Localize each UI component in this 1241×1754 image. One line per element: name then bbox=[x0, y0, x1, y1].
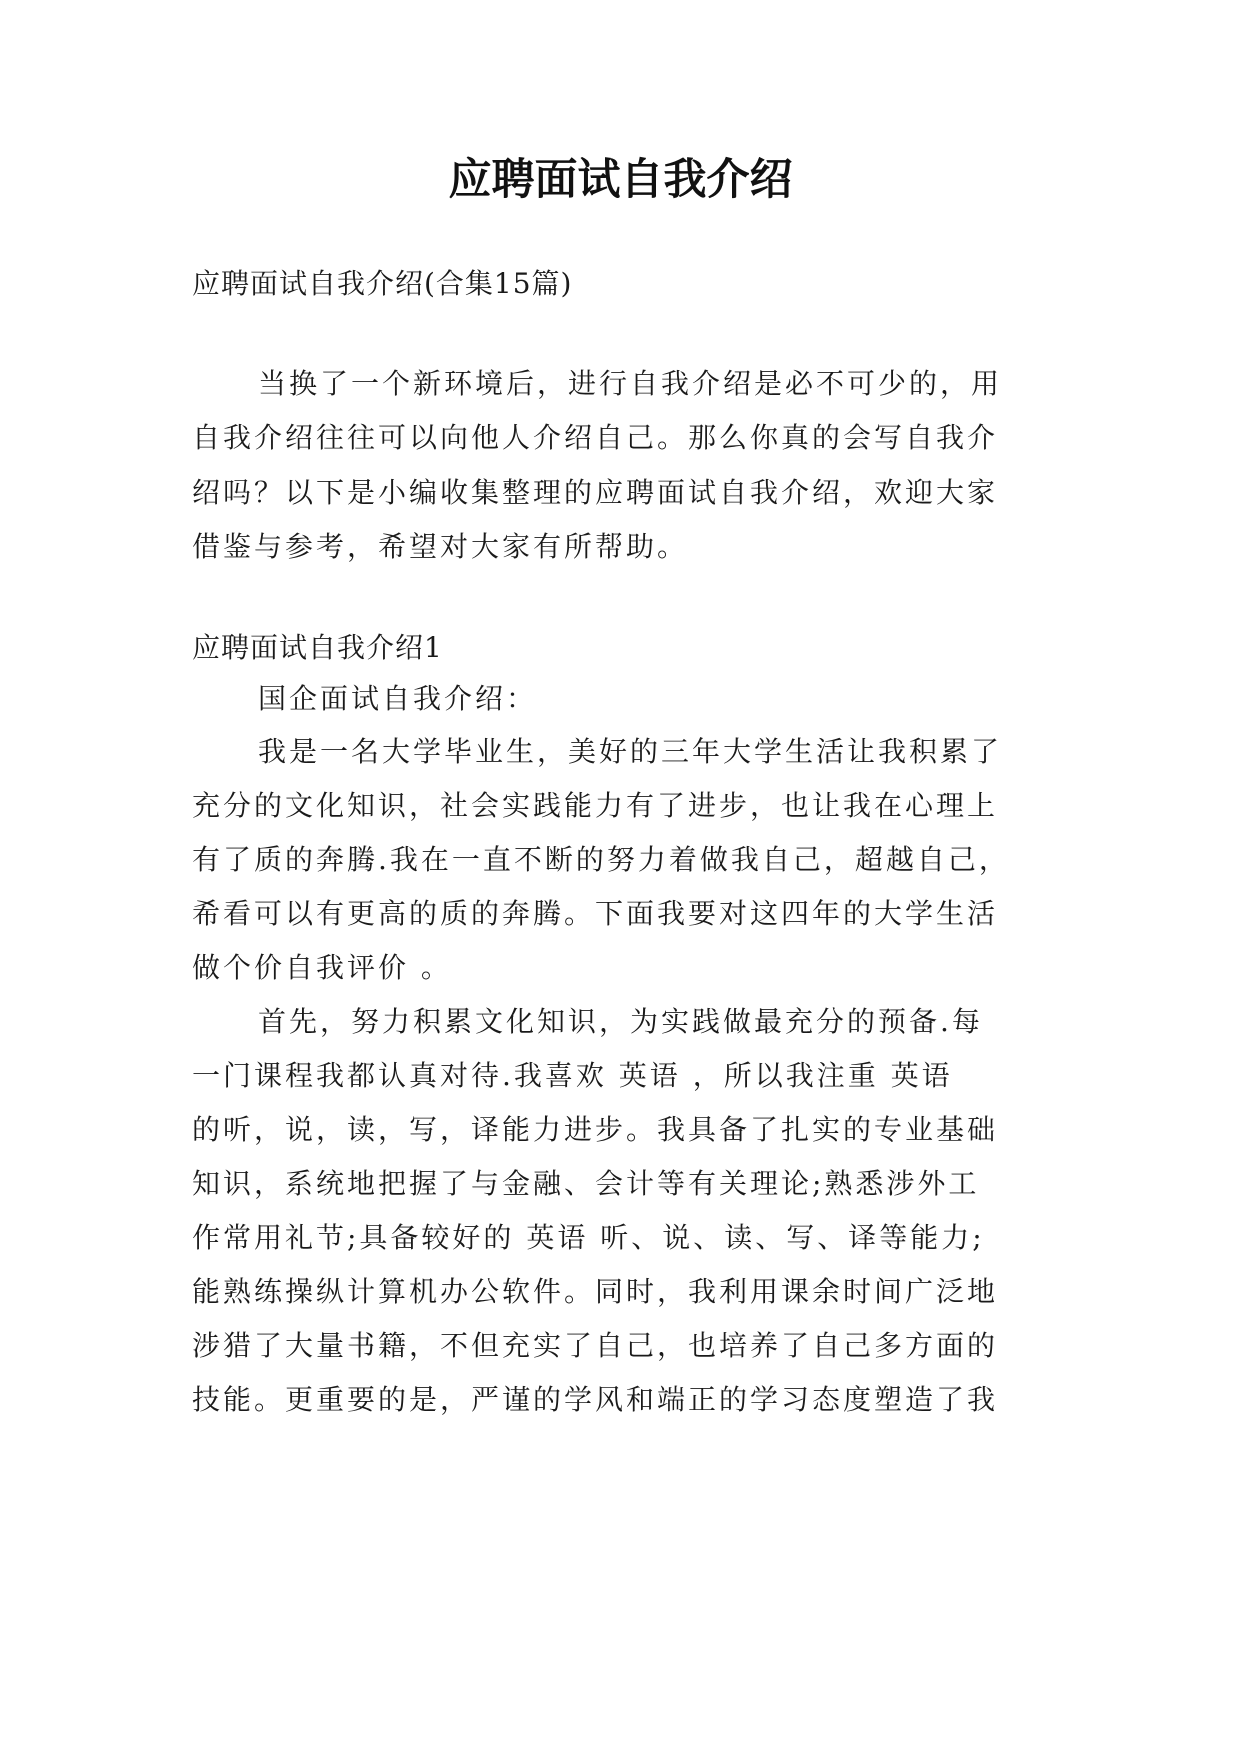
document-subtitle: 应聘面试自我介绍(合集15篇) bbox=[192, 267, 573, 300]
intro-line: 借鉴与参考，希望对大家有所帮助。 bbox=[192, 530, 689, 563]
section-subheading: 国企面试自我介绍： bbox=[258, 682, 538, 715]
paragraph-line: 一门课程我都认真对待.我喜欢 英语 ，所以我注重 英语 bbox=[192, 1059, 953, 1092]
intro-line: 自我介绍往往可以向他人介绍自己。那么你真的会写自我介 bbox=[192, 421, 999, 454]
paragraph-line: 作常用礼节;具备较好的 英语 听、说、读、写、译等能力; bbox=[192, 1221, 985, 1254]
paragraph-line: 的听，说，读，写，译能力进步。我具备了扎实的专业基础 bbox=[192, 1113, 999, 1146]
paragraph-line: 技能。更重要的是，严谨的学风和端正的学习态度塑造了我 bbox=[192, 1383, 999, 1416]
paragraph-line: 知识，系统地把握了与金融、会计等有关理论;熟悉涉外工 bbox=[192, 1167, 980, 1200]
document-title: 应聘面试自我介绍 bbox=[448, 155, 793, 205]
section-heading: 应聘面试自我介绍1 bbox=[192, 631, 443, 664]
paragraph-line: 做个价自我评价 。 bbox=[192, 951, 452, 984]
intro-line: 绍吗？以下是小编收集整理的应聘面试自我介绍，欢迎大家 bbox=[192, 476, 999, 509]
paragraph-line: 有了质的奔腾.我在一直不断的努力着做我自己，超越自己， bbox=[192, 843, 1010, 876]
paragraph-line: 希看可以有更高的质的奔腾。下面我要对这四年的大学生活 bbox=[192, 897, 999, 930]
paragraph-line: 我是一名大学毕业生，美好的三年大学生活让我积累了 bbox=[258, 735, 1003, 768]
paragraph-line: 充分的文化知识，社会实践能力有了进步，也让我在心理上 bbox=[192, 789, 999, 822]
paragraph-line: 涉猎了大量书籍，不但充实了自己，也培养了自己多方面的 bbox=[192, 1329, 999, 1362]
paragraph-line: 首先，努力积累文化知识，为实践做最充分的预备.每 bbox=[258, 1005, 983, 1038]
intro-line: 当换了一个新环境后，进行自我介绍是必不可少的，用 bbox=[258, 367, 1003, 400]
paragraph-line: 能熟练操纵计算机办公软件。同时，我利用课余时间广泛地 bbox=[192, 1275, 999, 1308]
